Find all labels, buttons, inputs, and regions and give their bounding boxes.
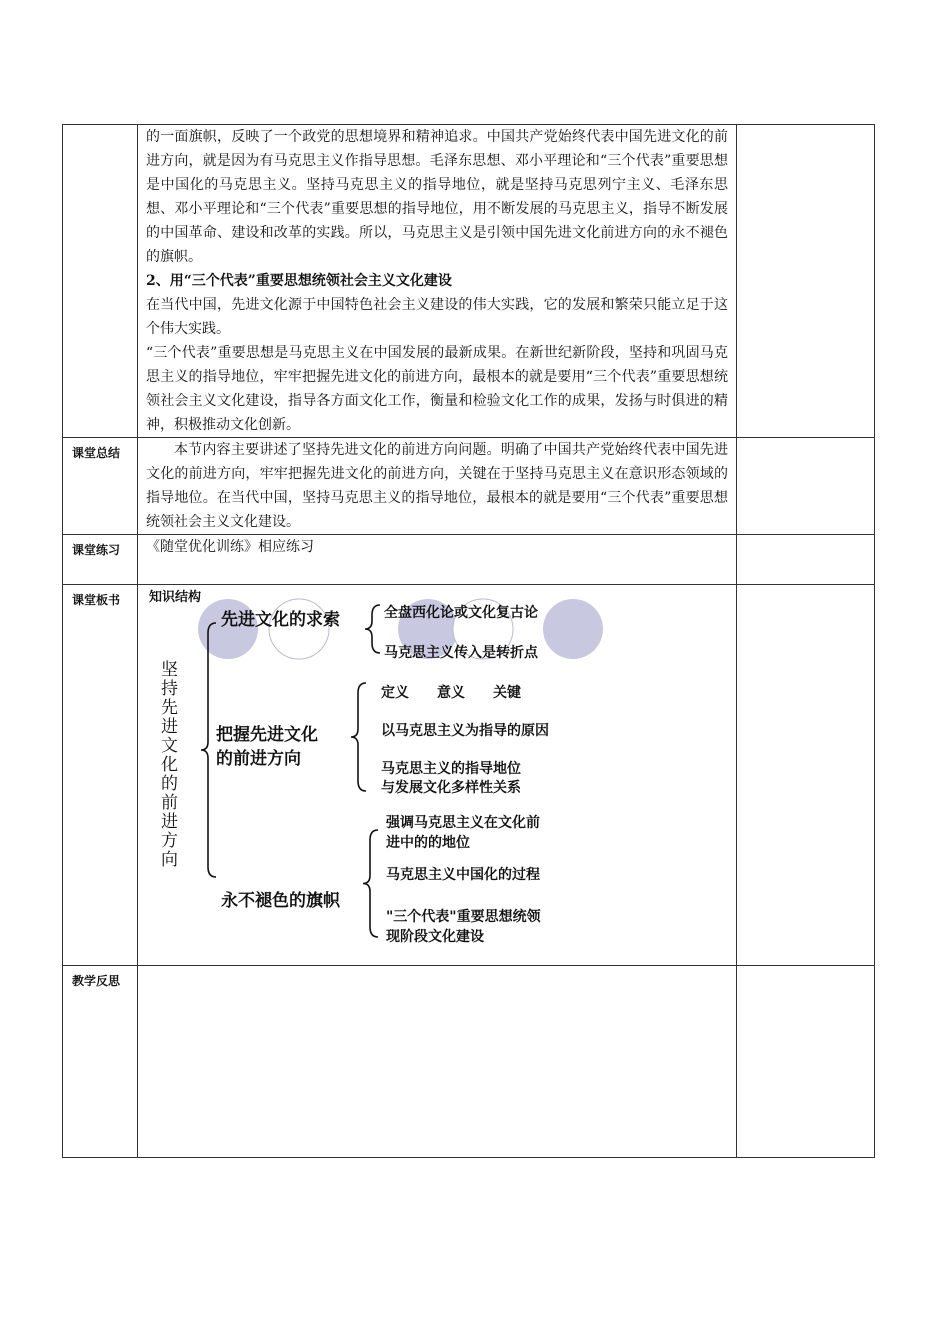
summary-cell: [138, 438, 737, 535]
summary-row: [63, 438, 875, 535]
reflection-row: [63, 966, 875, 1158]
branch-1-leaf-1-line-1: 全盘西化论或文化复古论: [384, 605, 538, 621]
branch-3-leaf-3-line-1: "三个代表"重要思想统领: [386, 909, 541, 925]
branch-3-brace: [363, 830, 378, 937]
branch-2-label-1: 把握先进文化: [216, 725, 318, 745]
content-paragraph-2: 在当代中国，先进文化源于中国特色社会主义建设的伟大实践，它的发展和繁荣只能立足于这个伟大实践。: [146, 297, 728, 337]
branch-1-leaf-2-line-1: 马克思主义传入是转折点: [384, 645, 538, 661]
branch-2-leaf-3-line-1: 马克思主义的指导地位: [381, 761, 521, 777]
board-label: 课堂板书: [63, 585, 138, 966]
board-title: 知识结构: [149, 590, 202, 605]
board-notes-cell: [737, 585, 875, 966]
root-char-9: 进: [161, 812, 178, 832]
root-char-1: 坚: [161, 660, 178, 680]
summary-notes-cell: [737, 438, 875, 535]
root-char-4: 进: [161, 717, 178, 737]
decor-circle-5: [543, 599, 603, 659]
branch-3-label-1: 永不褪色的旗帜: [221, 891, 340, 911]
branch-2-label-2: 的前进方向: [216, 749, 301, 769]
branch-3-leaf-1-line-2: 进中的的地位: [386, 835, 470, 851]
content-paragraph-3: “三个代表”重要思想是马克思主义在中国发展的最新成果。在新世纪新阶段，坚持和巩固马克思主义的指导地位，牢牢把握先进文化的前进方向，最根本的就是要用“三个代表”重要思想统领社会主义文化建设，指导各方面文化工作，衡量和检验文化工作的成果，发扬与时俱进的精神，积极推动文化创新。: [146, 345, 728, 433]
branch-3-leaf-3-line-2: 现阶段文化建设: [386, 929, 484, 945]
branch-2-brace: [351, 683, 366, 791]
content-paragraph-1: 的一面旗帜，反映了一个政党的思想境界和精神追求。中国共产党始终代表中国先进文化的前进方向，就是因为有马克思主义作指导思想。毛泽东思想、邓小平理论和“三个代表”重要思想是中国化的马克思主义。坚持马克思主义的指导地位，就是坚持马克思列宁主义、毛泽东思想、邓小平理论和“三个代表”重要思想的指导地位，用不断发展的马克思主义，指导不断发展的中国革命、建设和改革的实践。所以，马克思主义是引领中国先进文化前进方向的永不褪色的旗帜。: [146, 129, 728, 265]
reflection-notes-cell: [737, 966, 875, 1158]
content-cell: [138, 125, 737, 438]
knowledge-structure-map: [138, 585, 737, 961]
root-char-11: 向: [161, 850, 178, 870]
board-cell: [138, 585, 737, 966]
branch-1-brace: [365, 605, 380, 653]
main-brace: [201, 623, 216, 877]
reflection-cell: [138, 966, 737, 1158]
branch-3-leaf-1-line-1: 强调马克思主义在文化前: [386, 815, 540, 831]
root-char-10: 方: [161, 831, 178, 851]
reflection-label: 教学反思: [63, 966, 138, 1158]
content-label-cell: [63, 125, 138, 438]
section-heading-2: 2、用“三个代表”重要思想统领社会主义文化建设: [146, 273, 452, 289]
practice-text: 《随堂优化训练》相应练习: [146, 539, 314, 555]
content-row: [63, 125, 875, 438]
root-char-6: 化: [161, 755, 178, 775]
content-notes-cell: [737, 125, 875, 438]
root-char-8: 前: [161, 793, 178, 813]
branch-2-leaf-1-line-1: 定义 意义 关键: [381, 685, 521, 701]
practice-row: [63, 535, 875, 585]
lesson-plan-table: [62, 124, 875, 1158]
summary-text: 本节内容主要讲述了坚持先进文化的前进方向问题。明确了中国共产党始终代表中国先进文化的前进方向，牢牢把握先进文化的前进方向，关键在于坚持马克思主义在意识形态领域的指导地位。在当代中国，坚持马克思主义的指导地位，最根本的就是要用“三个代表”重要思想统领社会主义文化建设。: [146, 442, 728, 530]
root-char-3: 先: [161, 698, 178, 718]
practice-label: 课堂练习: [63, 535, 138, 585]
branch-1-label-1: 先进文化的求索: [221, 610, 340, 630]
practice-cell: [138, 535, 737, 585]
branch-2-leaf-2-line-1: 以马克思主义为指导的原因: [381, 723, 549, 739]
practice-notes-cell: [737, 535, 875, 585]
branch-3-leaf-2-line-1: 马克思主义中国化的过程: [386, 867, 540, 883]
branch-2-leaf-3-line-2: 与发展文化多样性关系: [381, 780, 521, 796]
board-row: [63, 585, 875, 966]
root-char-5: 文: [161, 736, 178, 756]
summary-label: 课堂总结: [63, 438, 138, 535]
root-char-7: 的: [161, 774, 178, 794]
root-char-2: 持: [161, 679, 178, 699]
